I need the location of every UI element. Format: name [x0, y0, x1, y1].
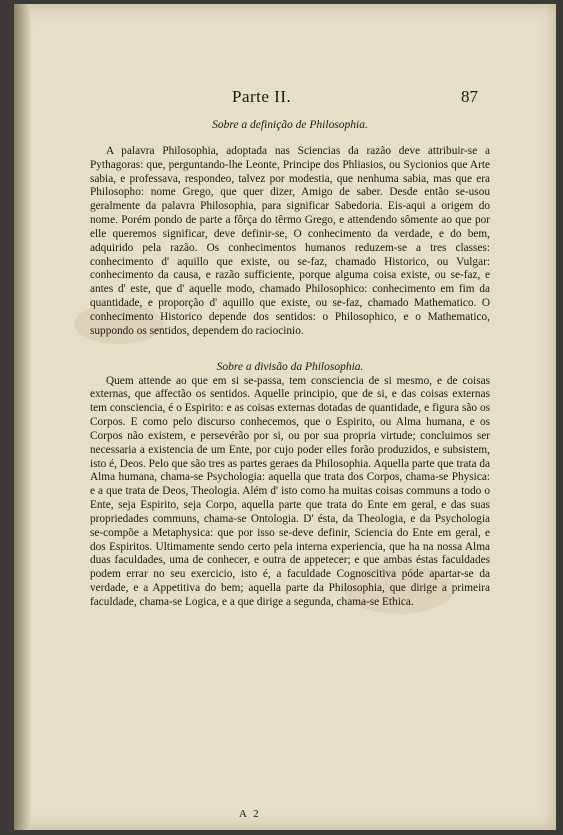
page-spine-shadow	[14, 4, 30, 830]
signature-mark: A 2	[239, 808, 261, 820]
part-label: Parte II.	[232, 87, 292, 106]
paragraph-division: Quem attende ao que em si se-passa, tem consciencia de si mesmo, e de coisas externas, que affectão os sentidos. Aquelle principio, que de si, e das coisas externas tem consciencia, é o Espirito: e as coisas externas dotadas de quantidade, e figura são os Corpos. E como pelo discurso conhecemos, que o Espirito, ou Alma humana, e os Corpos não existem, e persevérão por si, ou por sua propria virtude; concluimos ser necessaria a existencia de um Ente, por cujo poder elles forão produzidos, e subsistem, isto é, Deos. Pelo que são tres as partes geraes da Philosophia. Aquella parte que trata da Alma humana, chama-se Psychologia: aquella que trata dos Corpos, chama-se Physica: e a que trata de Deos, Theologia. Além d' isto como ha muitas coisas communs a todo o Ente, seja Espirito, seja Corpo, aquella parte que trata do Ente em geral, e das suas propriedades communs, chama-se Ontologia. D' ésta, da Theologia, e da Psychologia se-compõe a Metaphysica: que por isso se-deve definir, Sciencia do Ente em geral, e dos Espiritos. Ultimamente sendo certo pela interna experiencia, que ha na nossa Alma duas faculdades, uma de conhecer, e outra de appetecer; e que ambas éstas faculdades podem errar no seu exercicio, isto é, a faculdade Cognoscitiva póde apartar-se da verdade, e a Appetitiva do bem; aquella parte da Philosophia, que dirige a primeira faculdade, chama-se Logica, e a que dirige a segunda, chama-se Ethica.	[90, 374, 490, 608]
page-number: 87	[461, 87, 478, 106]
section-title-division: Sobre a divisão da Philosophia.	[216, 360, 364, 373]
section-title-definition: Sobre a definição de Philosophia.	[212, 119, 368, 131]
running-header	[14, 87, 556, 109]
book-page	[14, 4, 556, 830]
paragraph-definition: A palavra Philosophia, adoptada nas Sciencias da razão deve attribuir-se a Pythagoras: que, perguntando-lhe Leonte, Principe dos Phliasios, ou Sycionios que Arte sabia, e professava, respondeo, talvez por modestia, que nenhuma sabia, mas que era Philosopho: nome Grego, que quer dizer, Amigo de saber. Desde então se-usou geralmente da palavra Philosophia, para significar Sabedoria. Eis-aqui a origem do nome. Porém pondo de parte a fôrça do têrmo Grego, e attendendo sômente ao que por elle queremos significar, deve definir-se, O conhecimento da verdade, e do bem, adquirido pela razão. Os conhecimentos humanos reduzem-se a tres classes: conhecimento d' aquillo que existe, ou se-faz, chamado Historico, ou Vulgar: conhecimento da causa, e razão sufficiente, porque alguma coisa existe, ou se-faz, e antes d' este, que d' aquelle modo, chamado Philosophico: conhecimento em fim da quantidade, e proporção d' aquillo que existe, ou se-faz, chamado Mathematico. O conhecimento Historico depende dos sentidos: o Philosophico, e o Mathematico, suppondo os sentidos, dependem do raciocinio.	[90, 144, 490, 337]
body-text	[90, 119, 490, 610]
